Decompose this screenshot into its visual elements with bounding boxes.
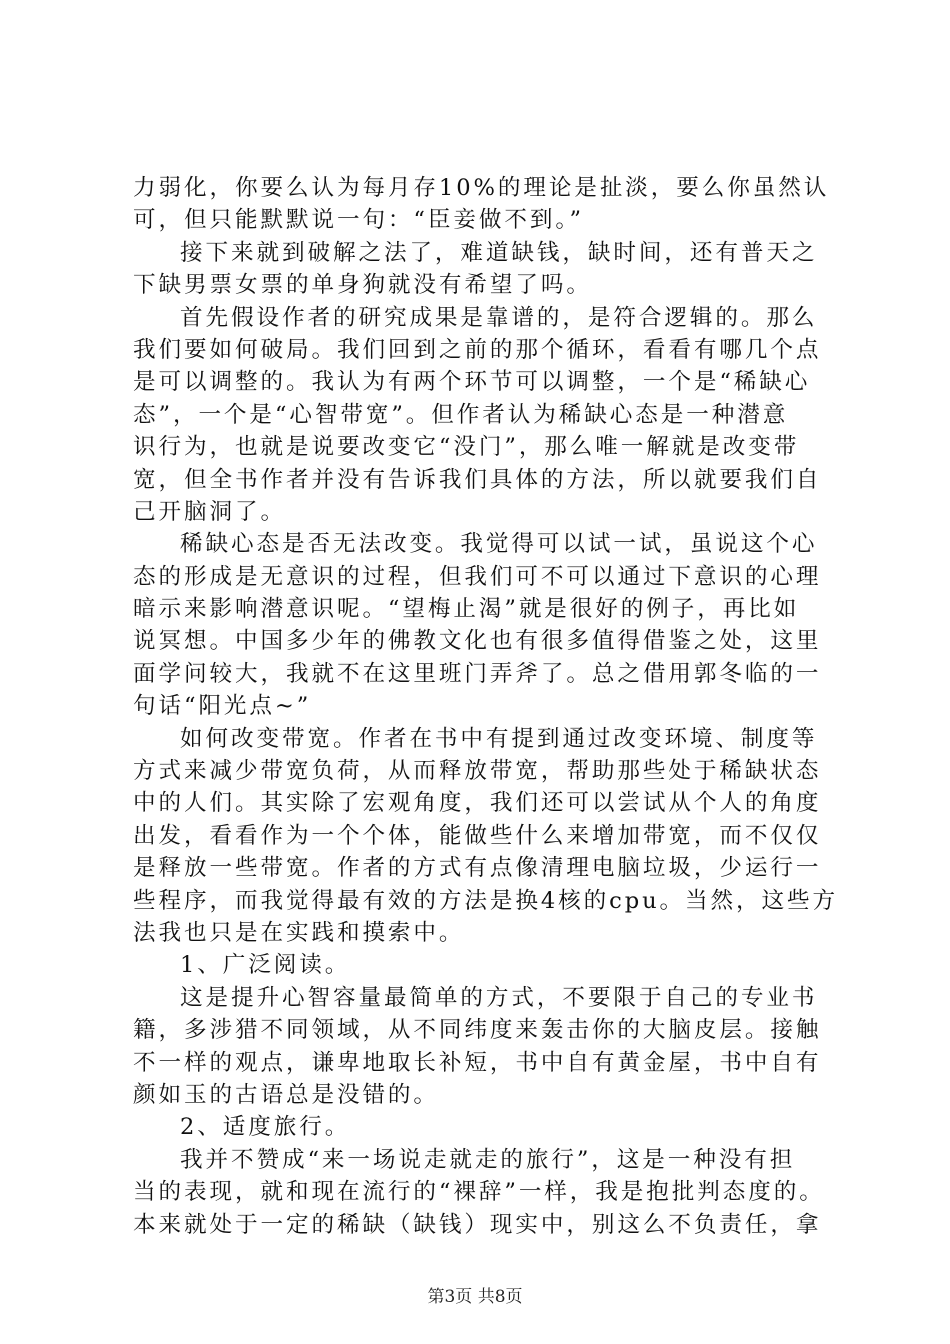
paragraph-start-line: 首先假设作者的研究成果是靠谱的，是符合逻辑的。那么 bbox=[180, 304, 818, 331]
paragraph-start-line: 如何改变带宽。作者在书中有提到通过改变环境、制度等 bbox=[180, 725, 818, 752]
text-line: 暗示来影响潜意识呢。“望梅止渴”就是很好的例子，再比如 bbox=[133, 596, 800, 623]
text-line: 法我也只是在实践和摸索中。 bbox=[133, 919, 465, 946]
text-line: 我们要如何破局。我们回到之前的那个循环，看看有哪几个点 bbox=[133, 336, 822, 363]
paragraph-start-line: 这是提升心智容量最简单的方式，不要限于自己的专业书 bbox=[180, 984, 818, 1011]
text-line: 中的人们。其实除了宏观角度，我们还可以尝试从个人的角度 bbox=[133, 790, 822, 817]
text-line: 宽，但全书作者并没有告诉我们具体的方法，所以就要我们自 bbox=[133, 466, 822, 493]
text-line: 方式来减少带宽负荷，从而释放带宽，帮助那些处于稀缺状态 bbox=[133, 758, 822, 785]
text-line: 说冥想。中国多少年的佛教文化也有很多值得借鉴之处，这里 bbox=[133, 628, 822, 655]
document-body bbox=[133, 172, 838, 1241]
text-line: 态”，一个是“心智带宽”。但作者认为稀缺心态是一种潜意 bbox=[133, 401, 789, 428]
text-line: 句话“阳光点~” bbox=[133, 693, 312, 720]
paragraph-start-line: 接下来就到破解之法了，难道缺钱，缺时间，还有普天之 bbox=[180, 239, 818, 266]
page-number-footer: 第3页 共8页 bbox=[427, 1287, 523, 1307]
text-line: 下缺男票女票的单身狗就没有希望了吗。 bbox=[133, 272, 592, 299]
text-line: 本来就处于一定的稀缺（缺钱）现实中，别这么不负责任，拿 bbox=[133, 1211, 822, 1238]
text-line: 是释放一些带宽。作者的方式有点像清理电脑垃圾，少运行一 bbox=[133, 855, 822, 882]
text-line: 可，但只能默默说一句：“臣妾做不到。” bbox=[133, 207, 584, 234]
text-line: 态的形成是无意识的过程，但我们可不可以通过下意识的心理 bbox=[133, 563, 822, 590]
text-line: 力弱化，你要么认为每月存10%的理论是扯淡，要么你虽然认 bbox=[133, 175, 830, 201]
text-line: 识行为，也就是说要改变它“没门”，那么唯一解就是改变带 bbox=[133, 434, 800, 461]
paragraph-start-line: 我并不赞成“来一场说走就走的旅行”，这是一种没有担 bbox=[180, 1146, 796, 1173]
text-line: 些程序，而我觉得最有效的方法是换4核的cpu。当然，这些方 bbox=[133, 887, 838, 914]
text-line: 籍，多涉猎不同领域，从不同纬度来轰击你的大脑皮层。接触 bbox=[133, 1017, 822, 1044]
text-line: 不一样的观点，谦卑地取长补短，书中自有黄金屋，书中自有 bbox=[133, 1049, 822, 1076]
section-heading: 2、适度旅行。 bbox=[180, 1114, 351, 1141]
text-line: 是可以调整的。我认为有两个环节可以调整，一个是“稀缺心 bbox=[133, 369, 811, 396]
text-line: 颜如玉的古语总是没错的。 bbox=[133, 1081, 439, 1108]
section-heading: 1、广泛阅读。 bbox=[180, 952, 351, 979]
paragraph-start-line: 稀缺心态是否无法改变。我觉得可以试一试，虽说这个心 bbox=[180, 531, 818, 558]
text-line: 出发，看看作为一个个体，能做些什么来增加带宽，而不仅仅 bbox=[133, 822, 822, 849]
text-line: 己开脑洞了。 bbox=[133, 498, 286, 525]
text-line: 当的表现，就和现在流行的“裸辞”一样，我是抱批判态度的。 bbox=[133, 1179, 825, 1206]
text-line: 面学问较大，我就不在这里班门弄斧了。总之借用郭冬临的一 bbox=[133, 660, 822, 687]
